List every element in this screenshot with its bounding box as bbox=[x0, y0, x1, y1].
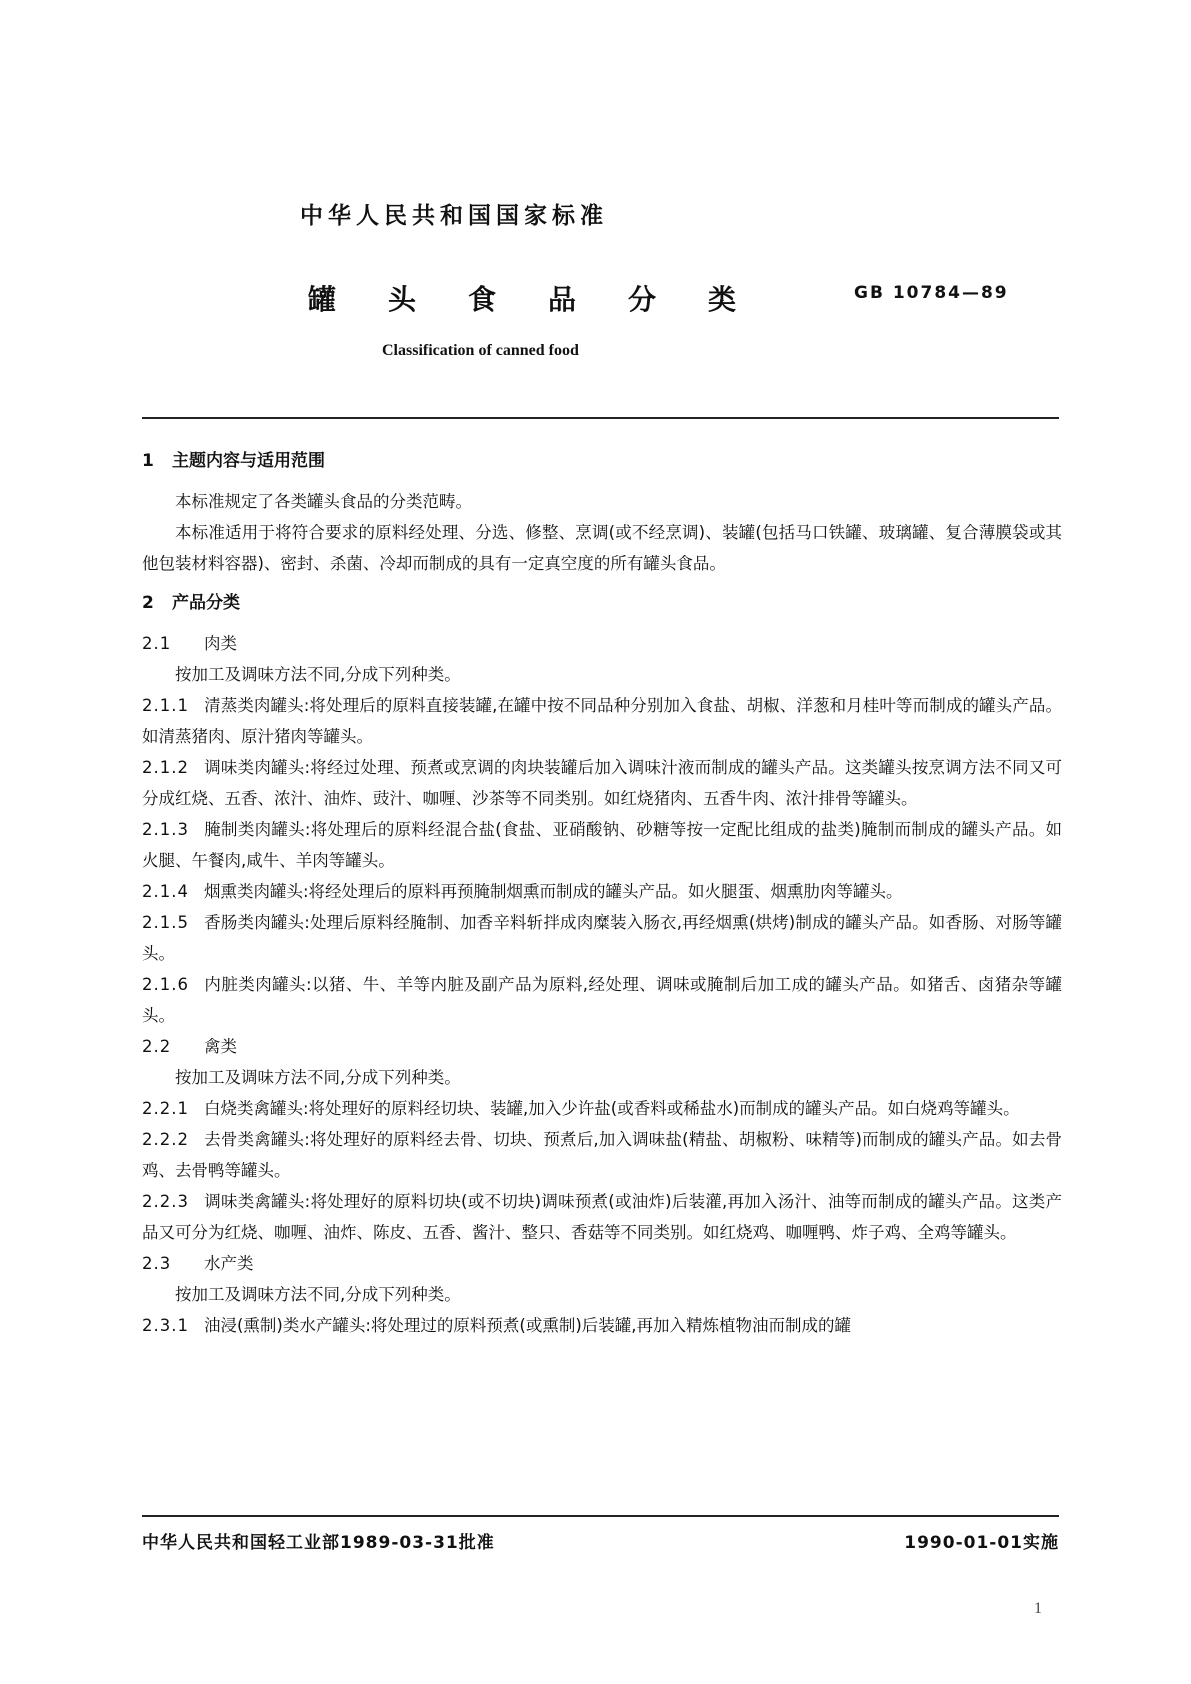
top-divider bbox=[142, 417, 1059, 419]
standard-organization: 中华人民共和国国家标准 bbox=[300, 203, 608, 229]
clause-number: 2.2.3 bbox=[142, 1192, 189, 1211]
english-subtitle: Classification of canned food bbox=[382, 342, 579, 359]
clause-number: 2.3.1 bbox=[142, 1316, 189, 1335]
clause bbox=[142, 1093, 1062, 1124]
clause bbox=[142, 752, 1062, 814]
section-number: 2 bbox=[142, 593, 154, 613]
paragraph: 按加工及调味方法不同,分成下列种类。 bbox=[175, 1068, 461, 1087]
clause-number: 2.1.5 bbox=[142, 913, 189, 932]
clause bbox=[142, 814, 1062, 876]
approval-statement: 中华人民共和国轻工业部1989-03-31批准 bbox=[142, 1533, 495, 1553]
clause-text: 清蒸类肉罐头:将处理后的原料直接装罐,在罐中按不同品种分别加入食盐、胡椒、洋葱和月桂叶等而制成的罐头产品。如清蒸猪肉、原汁猪肉等罐头。 bbox=[142, 696, 1062, 746]
subsection-number: 2.1 bbox=[142, 634, 172, 653]
clause-text: 调味类禽罐头:将处理好的原料切块(或不切块)调味预煮(或油炸)后装灌,再加入汤汁、油等而制成的罐头产品。这类产品又可分为红烧、咖喱、油炸、陈皮、五香、酱汁、整只、香菇等不同类别。如红烧鸡、咖喱鸭、炸子鸡、全鸡等罐头。 bbox=[142, 1192, 1062, 1242]
subsection-number: 2.2 bbox=[142, 1037, 172, 1056]
clause bbox=[142, 1186, 1062, 1248]
clause-text: 香肠类肉罐头:处理后原料经腌制、加香辛料斩拌成肉糜装入肠衣,再经烟熏(烘烤)制成的罐头产品。如香肠、对肠等罐头。 bbox=[142, 913, 1062, 963]
clause bbox=[142, 876, 1062, 907]
clause-number: 2.1.1 bbox=[142, 696, 189, 715]
section-heading-1 bbox=[142, 446, 1062, 477]
clause-text: 烟熏类肉罐头:将经处理后的原料再预腌制烟熏而制成的罐头产品。如火腿蛋、烟熏肋肉等罐头。 bbox=[204, 882, 903, 901]
clause-number: 2.2.1 bbox=[142, 1099, 189, 1118]
subsection-title: 肉类 bbox=[204, 634, 237, 653]
clause-text: 油浸(熏制)类水产罐头:将处理过的原料预煮(或熏制)后装罐,再加入精炼植物油而制成的罐 bbox=[204, 1316, 852, 1335]
paragraph: 本标准适用于将符合要求的原料经处理、分选、修整、烹调(或不经烹调)、装罐(包括马口铁罐、玻璃罐、复合薄膜袋或其他包装材料容器)、密封、杀菌、冷却而制成的具有一定真空度的所有罐头食品。 bbox=[142, 523, 1062, 573]
clause-text: 白烧类禽罐头:将处理好的原料经切块、装罐,加入少许盐(或香料或稀盐水)而制成的罐头产品。如白烧鸡等罐头。 bbox=[204, 1099, 1020, 1118]
section-title: 主题内容与适用范围 bbox=[172, 451, 325, 471]
clause bbox=[142, 1310, 1062, 1341]
subsection-number: 2.3 bbox=[142, 1254, 172, 1273]
bottom-divider bbox=[142, 1515, 1059, 1517]
subsection-heading bbox=[142, 1248, 1062, 1279]
subsection-title: 禽类 bbox=[204, 1037, 237, 1056]
section-number: 1 bbox=[142, 451, 154, 471]
section-heading-2 bbox=[142, 588, 1062, 619]
subsection-title: 水产类 bbox=[204, 1254, 254, 1273]
clause bbox=[142, 907, 1062, 969]
clause bbox=[142, 690, 1062, 752]
paragraph: 按加工及调味方法不同,分成下列种类。 bbox=[175, 1285, 461, 1304]
clause bbox=[142, 969, 1062, 1031]
subsection-heading bbox=[142, 1031, 1062, 1062]
section-title: 产品分类 bbox=[172, 593, 240, 613]
paragraph: 本标准规定了各类罐头食品的分类范畴。 bbox=[175, 492, 472, 511]
clause-text: 去骨类禽罐头:将处理好的原料经去骨、切块、预煮后,加入调味盐(精盐、胡椒粉、味精等)而制成的罐头产品。如去骨鸡、去骨鸭等罐头。 bbox=[142, 1130, 1062, 1180]
standard-code: GB 10784—89 bbox=[854, 283, 1009, 303]
document-body bbox=[142, 446, 1062, 1341]
page-number: 1 bbox=[1034, 1600, 1042, 1617]
clause-number: 2.1.3 bbox=[142, 820, 189, 839]
clause-text: 腌制类肉罐头:将处理后的原料经混合盐(食盐、亚硝酸钠、砂糖等按一定配比组成的盐类)腌制而制成的罐头产品。如火腿、午餐肉,咸牛、羊肉等罐头。 bbox=[142, 820, 1062, 870]
clause-number: 2.1.2 bbox=[142, 758, 189, 777]
clause-text: 内脏类肉罐头:以猪、牛、羊等内脏及副产品为原料,经处理、调味或腌制后加工成的罐头产品。如猪舌、卤猪杂等罐头。 bbox=[142, 975, 1062, 1025]
clause bbox=[142, 1124, 1062, 1186]
document-title: 罐头食品分类 bbox=[308, 283, 789, 316]
clause-text: 调味类肉罐头:将经过处理、预煮或烹调的肉块装罐后加入调味汁液而制成的罐头产品。这类罐头按烹调方法不同又可分成红烧、五香、浓汁、油炸、豉汁、咖喱、沙茶等不同类别。如红烧猪肉、五香牛肉、浓汁排骨等罐头。 bbox=[142, 758, 1062, 808]
clause-number: 2.1.4 bbox=[142, 882, 189, 901]
effective-date: 1990-01-01实施 bbox=[904, 1533, 1059, 1553]
clause-number: 2.1.6 bbox=[142, 975, 189, 994]
paragraph: 按加工及调味方法不同,分成下列种类。 bbox=[175, 665, 461, 684]
subsection-heading bbox=[142, 628, 1062, 659]
clause-number: 2.2.2 bbox=[142, 1130, 189, 1149]
